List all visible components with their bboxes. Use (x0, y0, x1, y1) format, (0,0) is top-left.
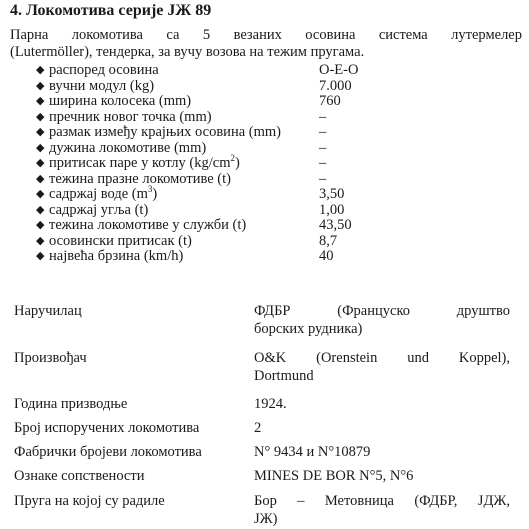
manufacturer-word: und (407, 350, 429, 366)
spec-row (36, 110, 436, 126)
spec-row (36, 125, 436, 141)
manufacturer-value-line-1 (254, 349, 510, 367)
count-value: 2 (254, 420, 262, 436)
diamond-bullet-icon: ◆ (36, 219, 45, 231)
spec-row (36, 63, 436, 79)
diamond-bullet-icon: ◆ (36, 110, 45, 123)
diamond-bullet-icon: ◆ (36, 95, 45, 107)
line-value-line-1 (254, 492, 510, 510)
spec-row (36, 218, 436, 234)
intro-word: 5 (202, 27, 211, 43)
spec-label: размак између крајњих осовина (mm) (49, 124, 281, 140)
spec-row (36, 79, 436, 95)
spec-row (36, 203, 436, 219)
diamond-bullet-icon: ◆ (36, 141, 45, 154)
section-title: 4. Локомотива серије ЈЖ 89 (10, 2, 212, 19)
diamond-bullet-icon: ◆ (36, 203, 45, 216)
spec-value: 8,7 (319, 232, 338, 249)
spec-label: највећа брзина (km/h) (49, 248, 184, 264)
spec-label: распоред осовина (49, 62, 159, 78)
line-value-line-2: ЈЖ) (254, 511, 278, 527)
spec-value: – (319, 170, 327, 187)
line-word: Бор (254, 493, 277, 509)
year-value: 1924. (254, 396, 287, 412)
factory-numbers-label: Фабрички бројеви локомотива (14, 444, 202, 460)
line-value (254, 492, 510, 528)
orderer-word: друштво (456, 303, 510, 319)
year-label: Година призводње (14, 396, 128, 412)
line-word: – (297, 493, 305, 509)
spec-row (36, 153, 436, 172)
intro-line-2: (Lutermöller), тендерка, за вучу возова на тежим пругама. (10, 44, 365, 60)
spec-value: – (319, 139, 327, 156)
manufacturer-value-line-2: Dortmund (254, 368, 314, 384)
spec-label: ширина колосека (mm) (49, 93, 192, 109)
spec-value: – (319, 124, 327, 140)
ownership-value: MINES DE BOR N°5, N°6 (254, 468, 414, 484)
intro-line-1 (10, 27, 522, 44)
diamond-bullet-icon: ◆ (36, 250, 45, 262)
diamond-bullet-icon: ◆ (36, 172, 45, 185)
ownership-label: Ознаке сопствености (14, 468, 145, 484)
intro-word: Парна (10, 27, 49, 43)
orderer-value-line-1 (254, 302, 510, 320)
diamond-bullet-icon: ◆ (36, 157, 45, 169)
count-label: Број испоручених локомотива (14, 420, 200, 436)
spec-value: 7.000 (319, 77, 352, 94)
spec-row (36, 234, 436, 250)
orderer-word: ФДБР (254, 303, 291, 319)
spec-label: осовински притисак (t) (49, 232, 192, 249)
spec-value: – (319, 108, 327, 125)
spec-value: – (319, 155, 327, 171)
spec-value: 40 (319, 248, 334, 264)
spec-value: O-E-O (319, 62, 359, 78)
intro-word: везаних (233, 27, 282, 43)
intro-word: лутермелер (451, 27, 522, 43)
manufacturer-word: O&K (254, 350, 287, 366)
orderer-value (254, 302, 510, 338)
diamond-bullet-icon: ◆ (36, 188, 45, 200)
spec-list (36, 63, 436, 265)
manufacturer-word: Koppel), (458, 350, 510, 366)
spec-row (36, 141, 436, 157)
intro-word: система (378, 27, 428, 43)
manufacturer-value (254, 349, 510, 385)
intro-word: локомотива (71, 27, 143, 43)
spec-value: 43,50 (319, 217, 352, 233)
diamond-bullet-icon: ◆ (36, 64, 45, 76)
manufacturer-label: Произвођач (14, 350, 87, 366)
spec-value: 1,00 (319, 201, 345, 218)
orderer-label: Наручилац (14, 303, 82, 319)
spec-row (36, 94, 436, 110)
spec-label: садржај угља (t) (49, 201, 149, 218)
spec-row (36, 172, 436, 188)
spec-label: пречник новог точка (mm) (49, 108, 212, 125)
factory-numbers-value: N° 9434 и N°10879 (254, 444, 371, 460)
line-word: ЈДЖ, (477, 493, 510, 509)
manufacturer-word: (Orenstein (316, 350, 378, 366)
diamond-bullet-icon: ◆ (36, 126, 45, 138)
spec-label-superscript: 2 (230, 153, 235, 163)
spec-value: 760 (319, 93, 341, 109)
spec-label: тежина празне локомотиве (t) (49, 170, 231, 187)
spec-label: тежина локомотиве у служби (t) (49, 217, 247, 233)
spec-label: вучни модул (kg) (49, 77, 155, 94)
spec-label: садржај воде $(m^3)$ (49, 184, 158, 202)
spec-row (36, 184, 436, 203)
intro-word: са (166, 27, 180, 43)
spec-label: дужина локомотиве (mm) (49, 139, 207, 156)
orderer-value-line-2: борских рудника) (254, 321, 363, 337)
diamond-bullet-icon: ◆ (36, 234, 45, 247)
spec-row (36, 249, 436, 265)
orderer-word: (Француско (337, 303, 410, 319)
line-label: Пруга на којој су радиле (14, 493, 165, 509)
spec-label-superscript: 3 (147, 184, 153, 194)
intro-paragraph (10, 27, 522, 61)
intro-word: осовина (305, 27, 356, 43)
diamond-bullet-icon: ◆ (36, 79, 45, 92)
line-word: (ФДБР, (414, 493, 458, 509)
spec-value: 3,50 (319, 186, 345, 202)
line-word: Метовница (324, 493, 394, 509)
spec-label: притисак паре у котлу $(kg/cm^2)$ (49, 153, 240, 171)
